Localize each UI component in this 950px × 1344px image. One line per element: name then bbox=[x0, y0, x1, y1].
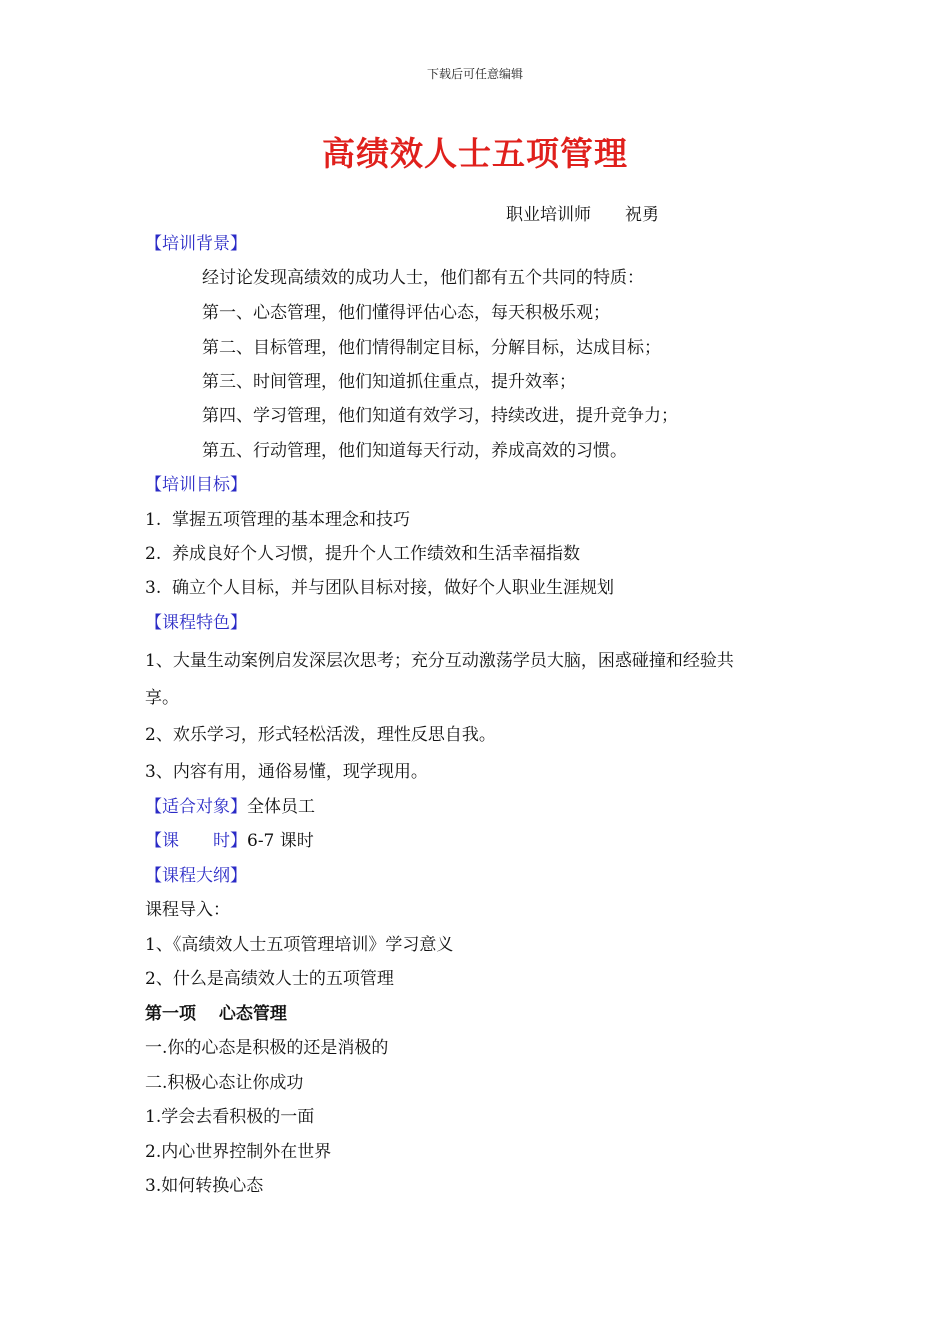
document-title: 高绩效人士五项管理 bbox=[322, 134, 628, 173]
goal-item: 1. 掌握五项管理的基本理念和技巧 bbox=[145, 510, 411, 530]
outline-part-item: 一.你的心态是积极的还是消极的 bbox=[145, 1038, 389, 1058]
feature-item: 3、内容有用，通俗易懂，现学现用。 bbox=[145, 762, 428, 782]
outline-part-item: 2.内心世界控制外在世界 bbox=[145, 1142, 332, 1162]
outline-intro: 课程导入： bbox=[145, 900, 230, 920]
background-intro: 经讨论发现高绩效的成功人士，他们都有五个共同的特质： bbox=[202, 268, 644, 288]
author-line: 职业培训师 祝勇 bbox=[506, 205, 659, 225]
section-heading-outline: 【课程大纲】 bbox=[145, 866, 247, 886]
outline-part-item: 1.学会去看积极的一面 bbox=[145, 1107, 315, 1127]
outline-part-item: 二.积极心态让你成功 bbox=[145, 1073, 304, 1093]
hours-line bbox=[145, 831, 314, 851]
background-item: 第二、目标管理，他们情得制定目标，分解目标，达成目标； bbox=[202, 338, 661, 358]
feature-item: 2、欢乐学习，形式轻松活泼，理性反思自我。 bbox=[145, 725, 496, 745]
outline-part-item: 3.如何转换心态 bbox=[145, 1176, 264, 1196]
background-item: 第五、行动管理，他们知道每天行动，养成高效的习惯。 bbox=[202, 441, 627, 461]
feature-item: 1、大量生动案例启发深层次思考；充分互动激荡学员大脑，困惑碰撞和经验共 bbox=[145, 651, 734, 671]
audience-line bbox=[145, 797, 315, 817]
header-note: 下载后可任意编辑 bbox=[426, 67, 523, 81]
outline-item: 1、《高绩效人士五项管理培训》学习意义 bbox=[145, 935, 454, 955]
background-item: 第四、学习管理，他们知道有效学习，持续改进，提升竞争力； bbox=[202, 406, 678, 426]
background-item: 第一、心态管理，他们懂得评估心态，每天积极乐观； bbox=[202, 303, 610, 323]
hours-value: 6-7 课时 bbox=[247, 831, 314, 851]
background-item: 第三、时间管理，他们知道抓住重点，提升效率； bbox=[202, 372, 576, 392]
section-heading-goals: 【培训目标】 bbox=[145, 475, 247, 495]
goal-item: 3. 确立个人目标，并与团队目标对接，做好个人职业生涯规划 bbox=[145, 578, 615, 598]
feature-item-continuation: 享。 bbox=[145, 688, 179, 708]
outline-part-title: 第一项 心态管理 bbox=[145, 1004, 287, 1024]
goal-item: 2. 养成良好个人习惯，提升个人工作绩效和生活幸福指数 bbox=[145, 544, 581, 564]
section-heading-background: 【培训背景】 bbox=[145, 234, 247, 254]
outline-item: 2、什么是高绩效人士的五项管理 bbox=[145, 969, 394, 989]
section-heading-audience: 【适合对象】 bbox=[145, 797, 247, 817]
section-heading-features: 【课程特色】 bbox=[145, 613, 247, 633]
section-heading-hours: 【课 时】 bbox=[145, 831, 247, 851]
audience-value: 全体员工 bbox=[247, 797, 315, 817]
